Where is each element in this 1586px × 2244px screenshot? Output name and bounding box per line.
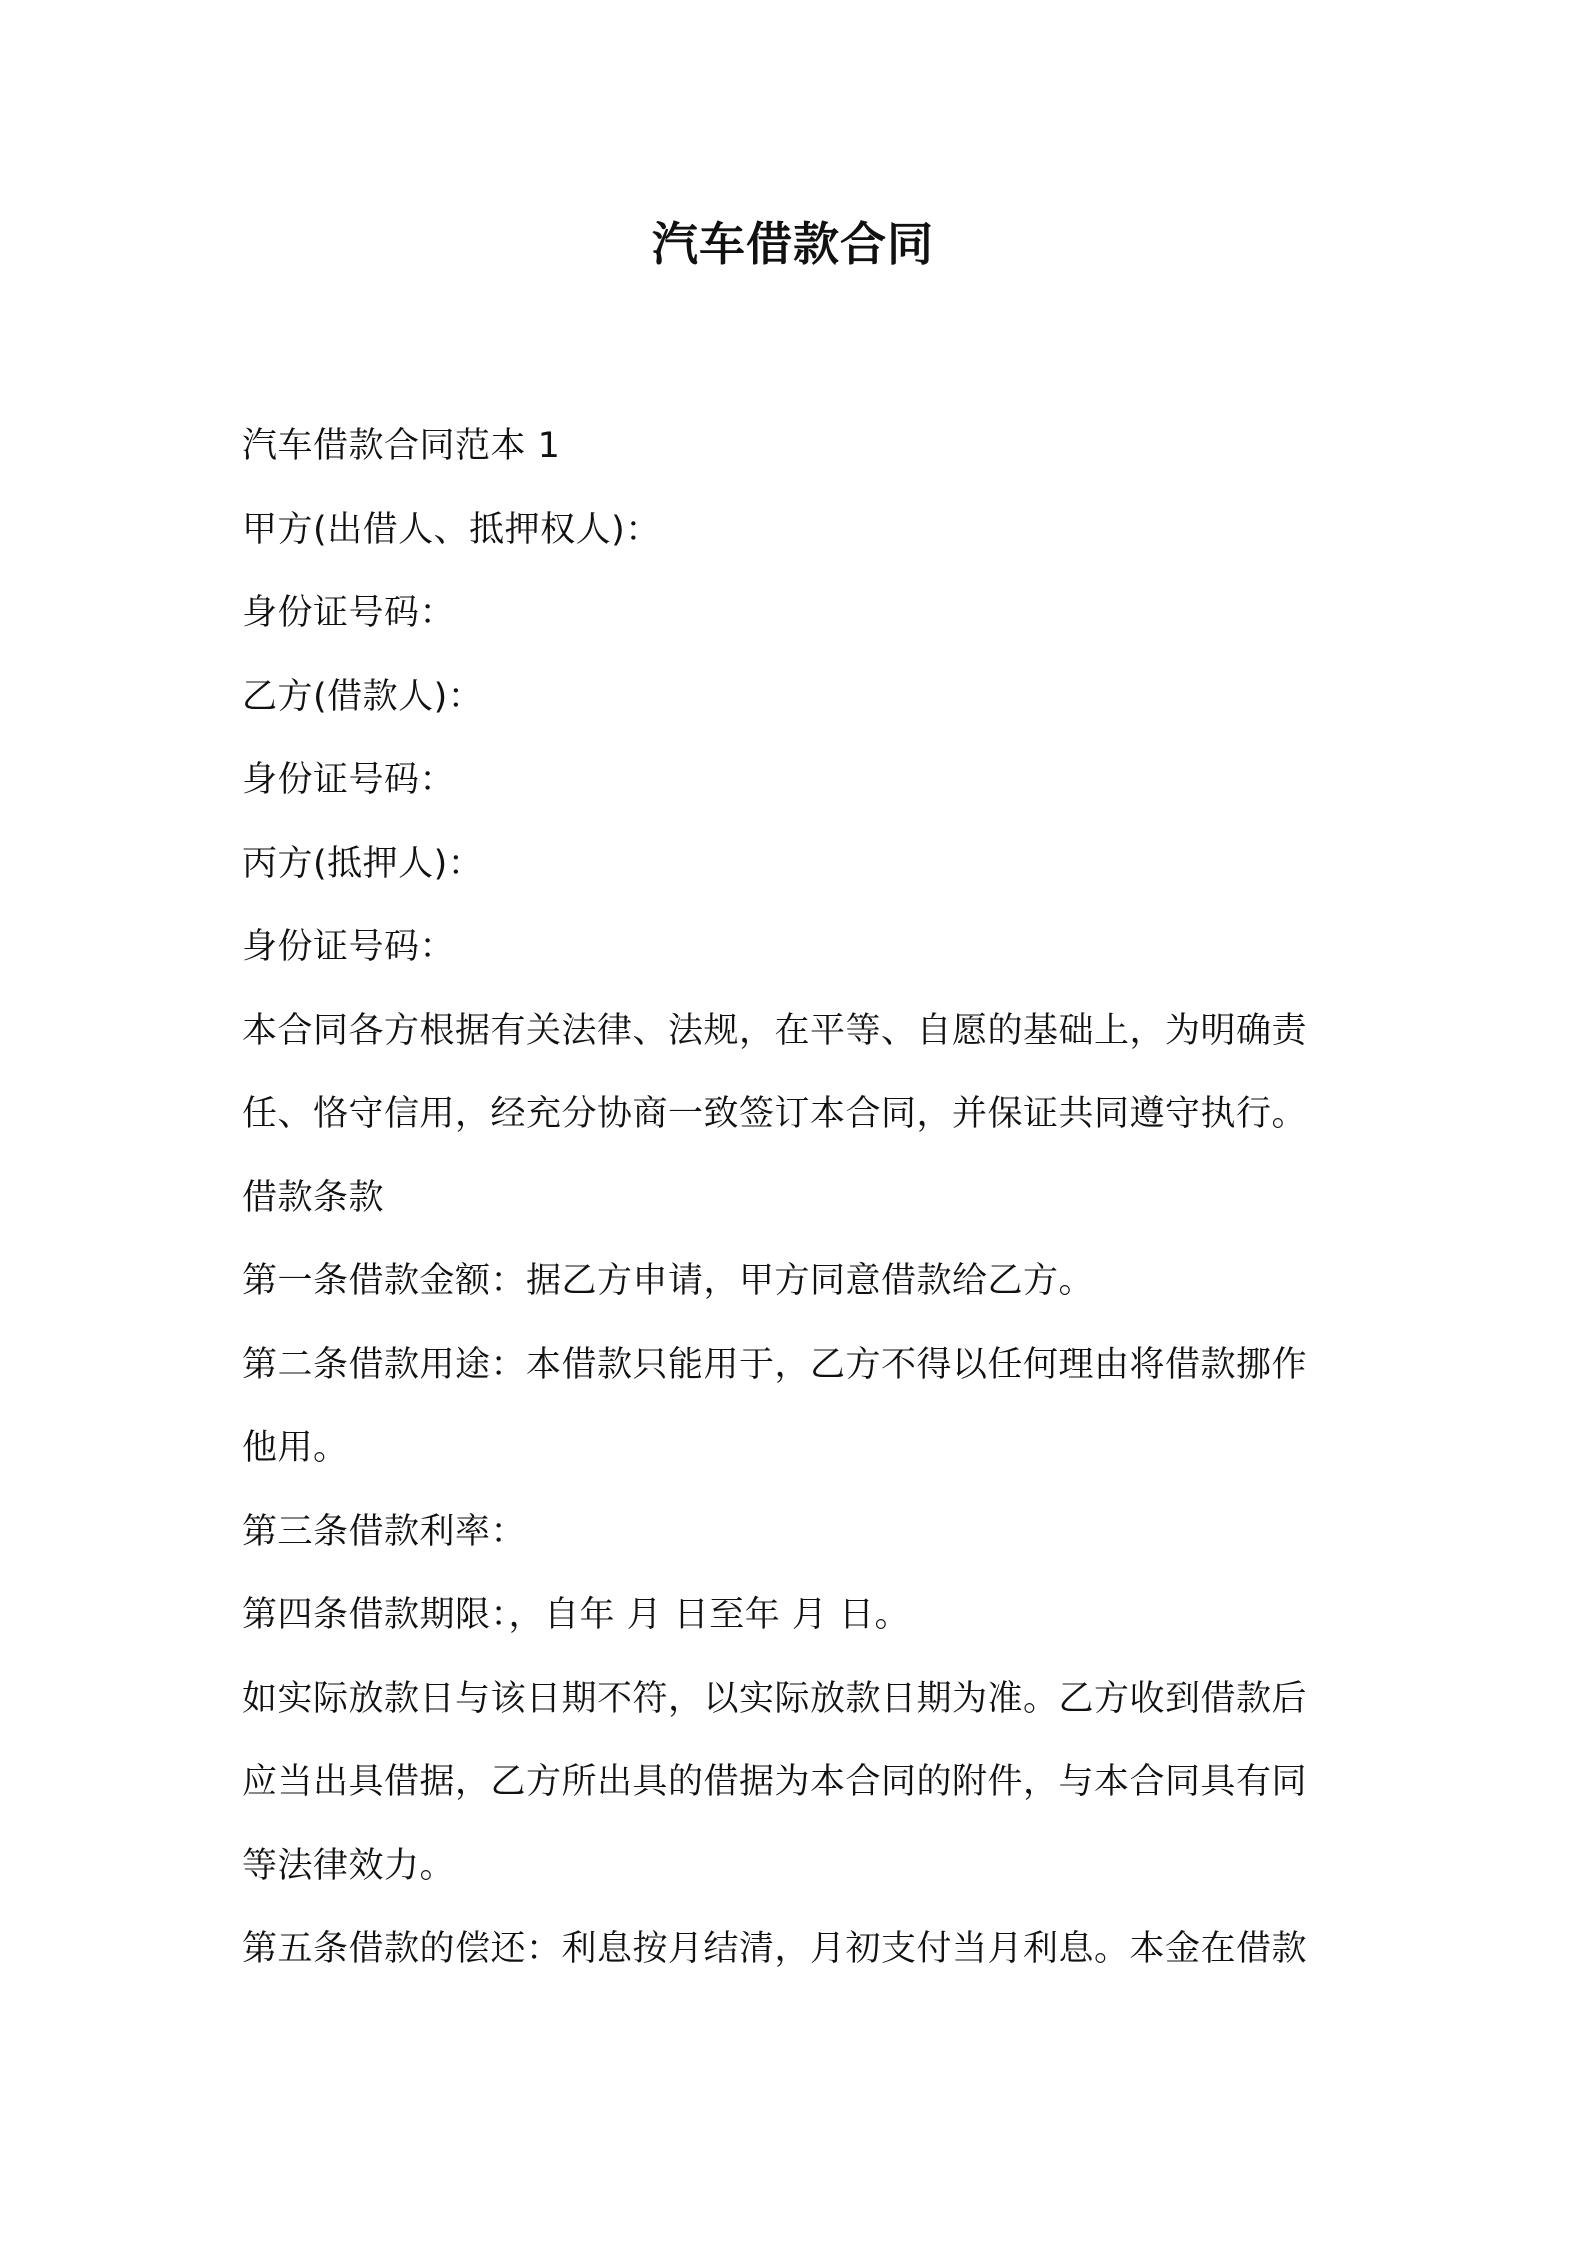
text-line: 汽车借款合同范本 1 [242, 426, 561, 466]
section-heading: 借款条款 [242, 1177, 385, 1218]
text-line: 身份证号码： [242, 593, 456, 633]
document-body [242, 405, 1352, 1992]
text-line: 任、恪守信用，经充分协商一致签订本合同，并保证共同遵守执行。 [242, 1094, 1308, 1134]
text-line: 第一条借款金额：据乙方申请，甲方同意借款给乙方。 [242, 1261, 1095, 1301]
text-line: 他用。 [242, 1428, 349, 1468]
document-title: 汽车借款合同 [652, 217, 934, 271]
text-line: 等法律效力。 [242, 1845, 456, 1886]
text-line: 身份证号码： [242, 760, 456, 800]
text-line: 第二条借款用途：本借款只能用于，乙方不得以任何理由将借款挪作 [242, 1344, 1308, 1385]
text-line: 丙方(抵押人)： [242, 843, 484, 884]
text-line: 乙方(借款人)： [242, 676, 484, 717]
text-line: 如实际放款日与该日期不符，以实际放款日期为准。乙方收到借款后 [242, 1678, 1308, 1719]
text-line: 第四条借款期限：，自年 月 日至年 月 日。 [242, 1595, 911, 1635]
text-line: 应当出具借据，乙方所出具的借据为本合同的附件，与本合同具有同 [242, 1762, 1308, 1802]
text-line: 本合同各方根据有关法律、法规，在平等、自愿的基础上，为明确责 [242, 1010, 1308, 1051]
text-line: 甲方(出借人、抵押权人)： [242, 509, 661, 550]
text-line: 第三条借款利率： [242, 1511, 527, 1552]
text-line: 第五条借款的偿还：利息按月结清，月初支付当月利息。本金在借款 [242, 1929, 1308, 1969]
text-line: 身份证号码： [242, 927, 456, 967]
